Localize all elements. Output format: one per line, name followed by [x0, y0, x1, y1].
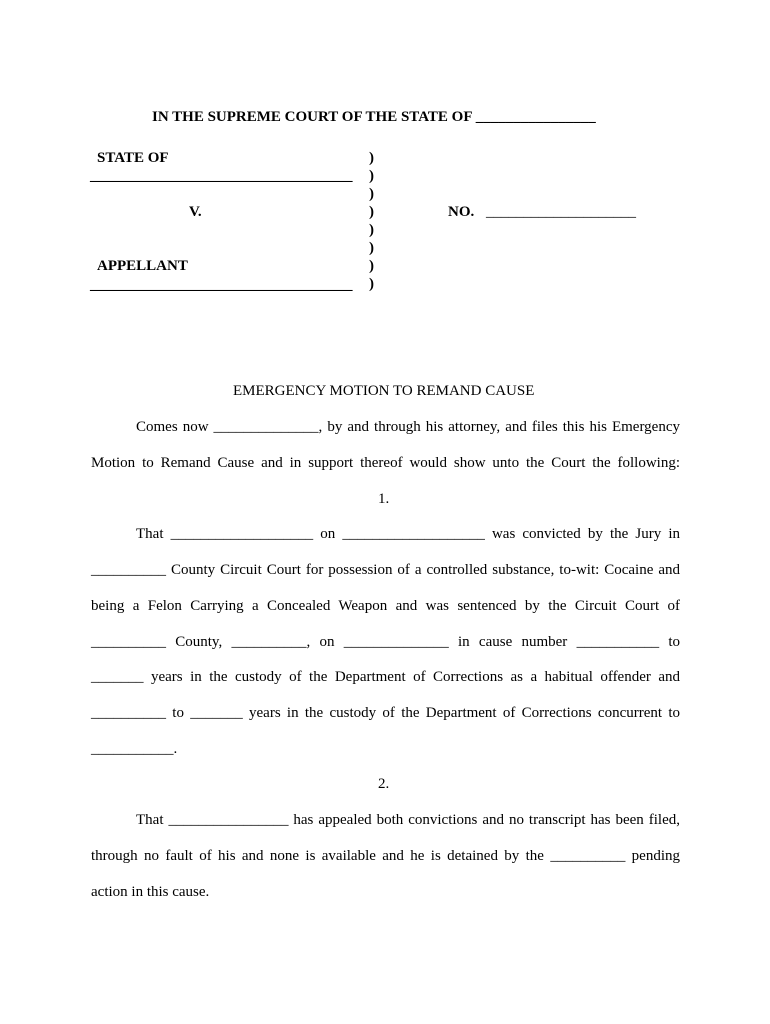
caption-paren: ): [369, 204, 374, 220]
state-label: STATE OF: [97, 150, 169, 166]
document-title: EMERGENCY MOTION TO REMAND CAUSE: [233, 383, 535, 399]
caption-paren: ): [369, 276, 374, 292]
section-2-number: 2.: [378, 776, 390, 792]
case-number-blank: ____________________: [486, 204, 636, 220]
section-1-number: 1.: [378, 491, 390, 507]
section-1-line: _______ years in the custody of the Department of Corrections as a habitual offender and: [91, 669, 680, 685]
section-1-line: being a Felon Carrying a Concealed Weapon and was sentenced by the Circuit Court of: [91, 598, 680, 614]
caption-paren: ): [369, 186, 374, 202]
section-1-line: __________ County, __________, on ______________ in cause number ___________ to: [91, 634, 680, 650]
section-1-line: ___________.: [91, 741, 178, 757]
section-2-line: That ________________ has appealed both convictions and no transcript has been filed,: [136, 812, 680, 828]
caption-paren: ): [369, 150, 374, 166]
caption-paren: ): [369, 168, 374, 184]
caption-blank-line-2: ___________________________________: [90, 277, 353, 293]
section-1-line: That ___________________ on ___________________ was convicted by the Jury in: [136, 526, 680, 542]
caption-paren: ): [369, 222, 374, 238]
caption-paren: ): [369, 258, 374, 274]
section-1-line: __________ County Circuit Court for possession of a controlled substance, to-wit: Cocaine and: [91, 562, 680, 578]
case-number-label: NO.: [448, 204, 475, 220]
intro-line-2: Motion to Remand Cause and in support thereof would show unto the Court the following:: [91, 455, 680, 471]
court-heading: IN THE SUPREME COURT OF THE STATE OF ________________: [152, 109, 596, 125]
caption-paren: ): [369, 240, 374, 256]
section-2-line: action in this cause.: [91, 884, 210, 900]
section-1-line: __________ to _______ years in the custody of the Department of Corrections concurrent to: [91, 705, 680, 721]
section-2-line: through no fault of his and none is available and he is detained by the __________ pending: [91, 848, 680, 864]
appellant-label: APPELLANT: [97, 258, 188, 274]
caption-blank-line-1: ___________________________________: [90, 168, 353, 184]
versus-label: V.: [189, 204, 202, 220]
intro-line-1: Comes now ______________, by and through his attorney, and files this his Emergency: [136, 419, 680, 435]
